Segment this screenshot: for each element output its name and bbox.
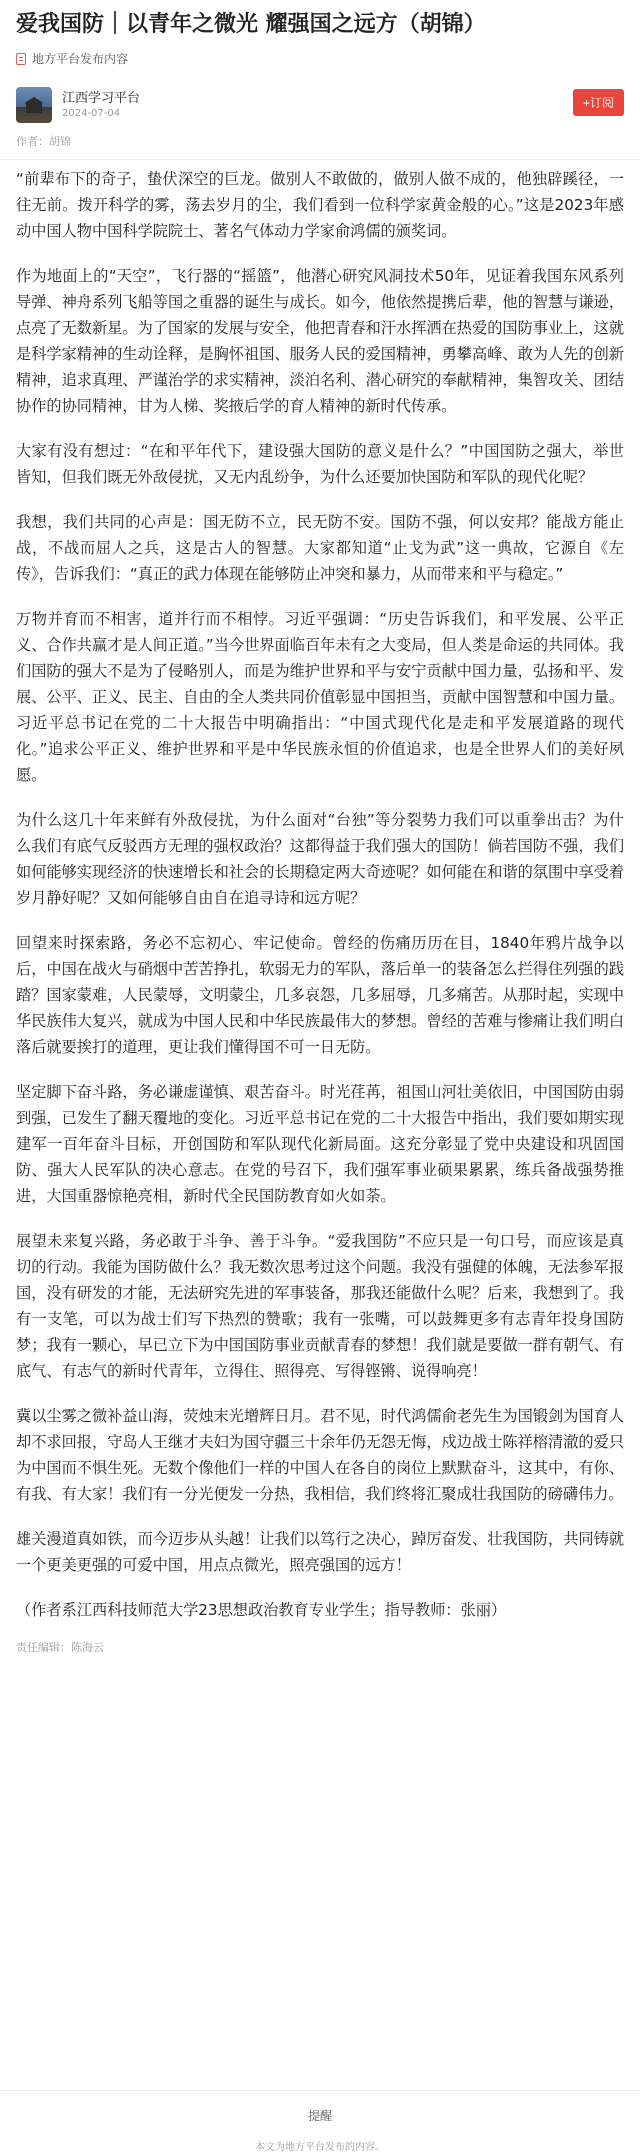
footer-notice xyxy=(0,2090,640,2153)
article-title: 爱我国防｜以青年之微光 耀强国之远方（胡锦） xyxy=(16,12,486,37)
editor-line: 责任编辑：陈海云 xyxy=(16,1641,104,1654)
paragraph: 回望来时探索路，务必不忘初心、牢记使命。曾经的伤痛历历在目，1840年鸦片战争以后，中国在战火与硝烟中苦苦挣扎，软弱无力的军队，落后单一的装备怎么拦得住列强的践踏？国家蒙难，人民蒙辱，文明蒙尘，几多哀怨，几多屈辱，几多痛苦。从那时起，实现中华民族伟大复兴，就成为中国人民和中华民族最伟大的梦想。曾经的苦难与惨痛让我们明白落后就要挨打的道理，更让我们懂得国不可一日无防。 xyxy=(16,934,624,1056)
avatar[interactable] xyxy=(16,87,52,123)
footer-title: 提醒 xyxy=(307,2109,332,2123)
paragraph: 我想，我们共同的心声是：国无防不立，民无防不安。国防不强，何以安邦？能战方能止战，不战而屈人之兵，这是古人的智慧。大家都知道“止戈为武”这一典故，它源自《左传》，告诉我们：“真正的武力体现在能够防止冲突和暴力，从而带来和平与稳定。” xyxy=(16,513,624,583)
paragraph: 大家有没有想过：“在和平年代下，建设强大国防的意义是什么？”中国国防之强大，举世皆知，但我们既无外敌侵扰，又无内乱纷争，为什么还要加快国防和军队的现代化呢？ xyxy=(16,442,624,486)
publish-date: 2024-07-04 xyxy=(62,107,121,119)
article-body xyxy=(0,160,640,1578)
document-icon xyxy=(16,53,26,65)
paragraph: 为什么这几十年来鲜有外敌侵扰，为什么面对“台独”等分裂势力我们可以重拳出击？为什么我们有底气反驳西方无理的强权政治？这都得益于我们强大的国防！倘若国防不强，我们如何能够实现经济的快速增长和社会的长期稳定两大奇迹呢？如何能在和谐的氛围中享受着岁月静好呢？又如何能够自由自在追寻诗和远方呢？ xyxy=(16,811,624,907)
paragraph: 雄关漫道真如铁，而今迈步从头越！让我们以笃行之决心，踔厉奋发、壮我国防，共同铸就一个更美更强的可爱中国，用点点微光，照亮强国的远方！ xyxy=(16,1530,624,1574)
author-signature: （作者系江西科技师范大学23思想政治教育专业学生；指导教师：张丽） xyxy=(16,1601,507,1619)
source-label xyxy=(0,40,640,67)
account-meta xyxy=(62,90,140,121)
author-line: 作者：胡锦 xyxy=(16,135,71,148)
paragraph: 坚定脚下奋斗路，务必谦虚谨慎、艰苦奋斗。时光荏苒，祖国山河壮美依旧，中国国防由弱到强，已发生了翻天覆地的变化。习近平总书记在党的二十大报告中指出，我们要如期实现建军一百年奋斗目标，开创国防和军队现代化新局面。这充分彰显了党中央建设和巩固国防、强大人民军队的决心意志。在党的号召下，我们强军事业硕果累累，练兵备战强势推进，大国重器惊艳亮相，新时代全民国防教育如火如荼。 xyxy=(16,1083,624,1205)
paragraph: 冀以尘雾之微补益山海，荧烛末光增辉日月。君不见，时代鸿儒俞老先生为国锻剑为国育人却不求回报，守岛人王继才夫妇为国守疆三十余年仍无怨无悔，戍边战士陈祥榕清澈的爱只为中国而不惧生死。无数个像他们一样的中国人在各自的岗位上默默奋斗，这其中，有你、有我、有大家！我们有一分光便发一分热，我相信，我们终将汇聚成壮我国防的磅礴伟力。 xyxy=(16,1407,624,1503)
subscribe-button[interactable]: +订阅 xyxy=(573,89,624,116)
account-name[interactable]: 江西学习平台 xyxy=(62,90,141,106)
paragraph: “前辈布下的奇子，蛰伏深空的巨龙。做别人不敢做的，做别人做不成的，他独辟蹊径，一往无前。拨开科学的雾，荡去岁月的尘，我们看到一位科学家黄金般的心。”这是2023年感动中国人物中国科学院院士、著名气体动力学家俞鸿儒的颁奖词。 xyxy=(16,170,624,240)
paragraph: 作为地面上的“天空”，飞行器的“摇篮”，他潜心研究风洞技术50年，见证着我国东风系列导弹、神舟系列飞船等国之重器的诞生与成长。如今，他依然提携后辈，他的智慧与谦逊，点亮了无数新星。为了国家的发展与安全，他把青春和汗水挥洒在热爱的国防事业上，这就是科学家精神的生动诠释，是胸怀祖国、服务人民的爱国精神，勇攀高峰、敢为人先的创新精神，追求真理、严谨治学的求实精神，淡泊名利、潜心研究的奉献精神，集智攻关、团结协作的协同精神，甘为人梯、奖掖后学的育人精神的新时代传承。 xyxy=(16,267,624,415)
paragraph: 展望未来复兴路，务必敢于斗争、善于斗争。“爱我国防”不应只是一句口号，而应该是真切的行动。我能为国防做什么？我无数次思考过这个问题。我没有强健的体魄，无法参军报国，没有研发的才能，无法研究先进的军事装备，那我还能做什么呢？后来，我想到了。我有一支笔，可以为战士们写下热烈的赞歌；我有一张嘴，可以鼓舞更多有志青年投身国防梦；我有一颗心，早已立下为中国国防事业贡献青春的梦想！我们就是要做一群有朝气、有底气、有志气的新时代青年，立得住、照得亮、写得铿锵、说得响亮！ xyxy=(16,1232,624,1380)
source-label-text: 地方平台发布内容 xyxy=(32,52,129,66)
paragraph: 万物并育而不相害，道并行而不相悖。习近平强调：“历史告诉我们，和平发展、公平正义、合作共赢才是人间正道。”当今世界面临百年未有之大变局，但人类是命运的共同体。我们国防的强大不是为了侵略别人，而是为维护世界和平与安宁贡献中国力量，弘扬和平、发展、公平、正义、民主、自由的全人类共同价值彰显中国担当，贡献中国智慧和中国力量。习近平总书记在党的二十大报告中明确指出：“中国式现代化是走和平发展道路的现代化。”追求公平正义、维护世界和平是中华民族永恒的价值追求，也是全世界人们的美好夙愿。 xyxy=(16,610,624,784)
footer-note: 本文为地方平台发布的内容。 xyxy=(255,2142,385,2153)
account-header xyxy=(0,67,640,123)
